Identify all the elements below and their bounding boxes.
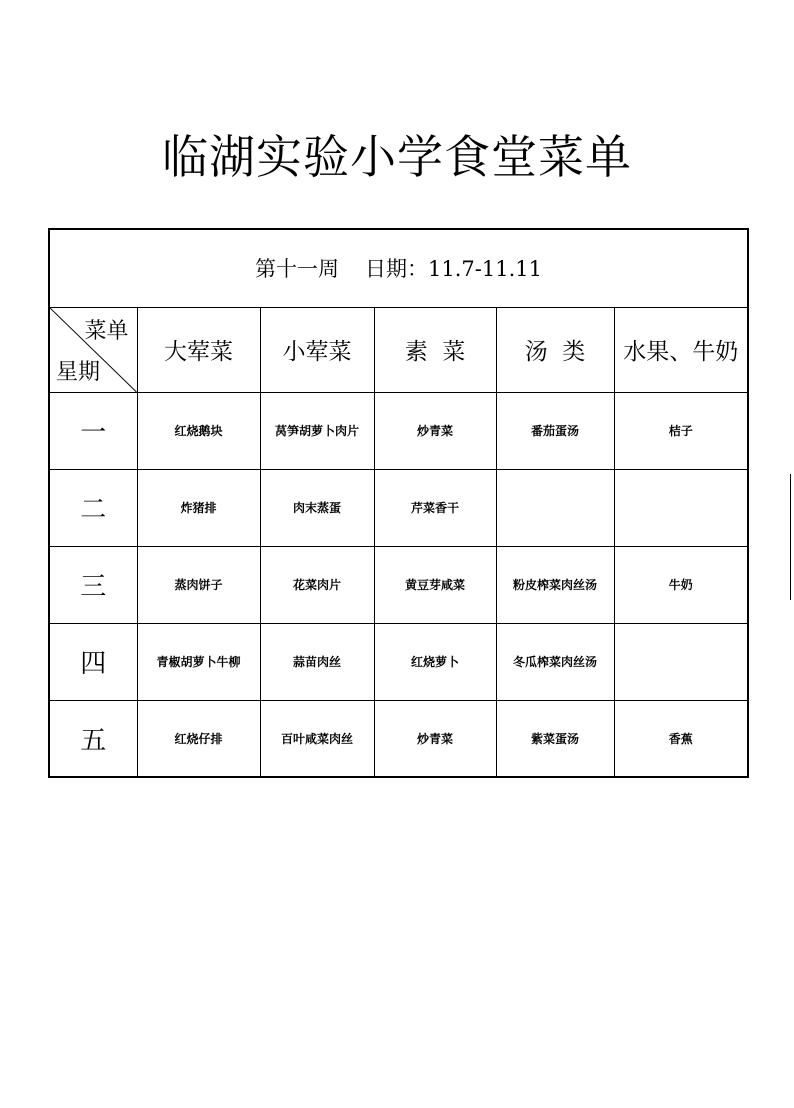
- dish-cell: 蒜苗肉丝: [260, 623, 374, 700]
- dish-cell: 莴笋胡萝卜肉片: [260, 392, 374, 469]
- dish-cell: 炸猪排: [137, 469, 260, 546]
- corner-label-weekday: 星期: [56, 359, 101, 385]
- table-row-wednesday: [49, 546, 748, 623]
- table-row-monday: [49, 392, 748, 469]
- table-row-friday: [49, 700, 748, 777]
- dish-cell: [614, 623, 748, 700]
- menu-table: [48, 228, 749, 778]
- table-row-thursday: [49, 623, 748, 700]
- page-title: 临湖实验小学食堂菜单: [162, 130, 632, 184]
- week-label: 第十一周: [255, 257, 340, 282]
- dish-cell: 香蕉: [614, 700, 748, 777]
- column-header-main-meat: 大荤菜: [137, 307, 260, 392]
- corner-label-menu: 菜单: [84, 318, 129, 344]
- dish-cell: [614, 469, 748, 546]
- header-row: [49, 307, 748, 392]
- page-edge-mark: [790, 474, 794, 600]
- dish-cell: 红烧萝卜: [374, 623, 496, 700]
- dish-cell: 蒸肉饼子: [137, 546, 260, 623]
- dish-cell: 百叶咸菜肉丝: [260, 700, 374, 777]
- dish-cell: 芹菜香干: [374, 469, 496, 546]
- dish-cell: 炒青菜: [374, 700, 496, 777]
- dish-cell: 粉皮榨菜肉丝汤: [496, 546, 614, 623]
- dish-cell: 番茄蛋汤: [496, 392, 614, 469]
- dish-cell: 黄豆芽咸菜: [374, 546, 496, 623]
- weekday-cell: 二: [49, 469, 137, 546]
- dish-cell: 牛奶: [614, 546, 748, 623]
- column-header-vegetable: 素 菜: [374, 307, 496, 392]
- week-row: [49, 229, 748, 307]
- weekday-cell: 三: [49, 546, 137, 623]
- corner-header-cell: [49, 307, 137, 392]
- week-info-cell: [49, 229, 748, 307]
- dish-cell: 炒青菜: [374, 392, 496, 469]
- dish-cell: 红烧鹅块: [137, 392, 260, 469]
- dish-cell: 红烧仔排: [137, 700, 260, 777]
- column-header-side-meat: 小荤菜: [260, 307, 374, 392]
- dish-cell: 桔子: [614, 392, 748, 469]
- dish-cell: 花菜肉片: [260, 546, 374, 623]
- dish-cell: 青椒胡萝卜牛柳: [137, 623, 260, 700]
- column-header-soup: 汤 类: [496, 307, 614, 392]
- weekday-cell: 五: [49, 700, 137, 777]
- column-header-fruit-milk: 水果、牛奶: [614, 307, 748, 392]
- table-row-tuesday: [49, 469, 748, 546]
- dish-cell: 冬瓜榨菜肉丝汤: [496, 623, 614, 700]
- weekday-cell: 一: [49, 392, 137, 469]
- date-range: 日期：11.7-11.11: [365, 257, 543, 282]
- dish-cell: 紫菜蛋汤: [496, 700, 614, 777]
- weekday-cell: 四: [49, 623, 137, 700]
- dish-cell: [496, 469, 614, 546]
- dish-cell: 肉末蒸蛋: [260, 469, 374, 546]
